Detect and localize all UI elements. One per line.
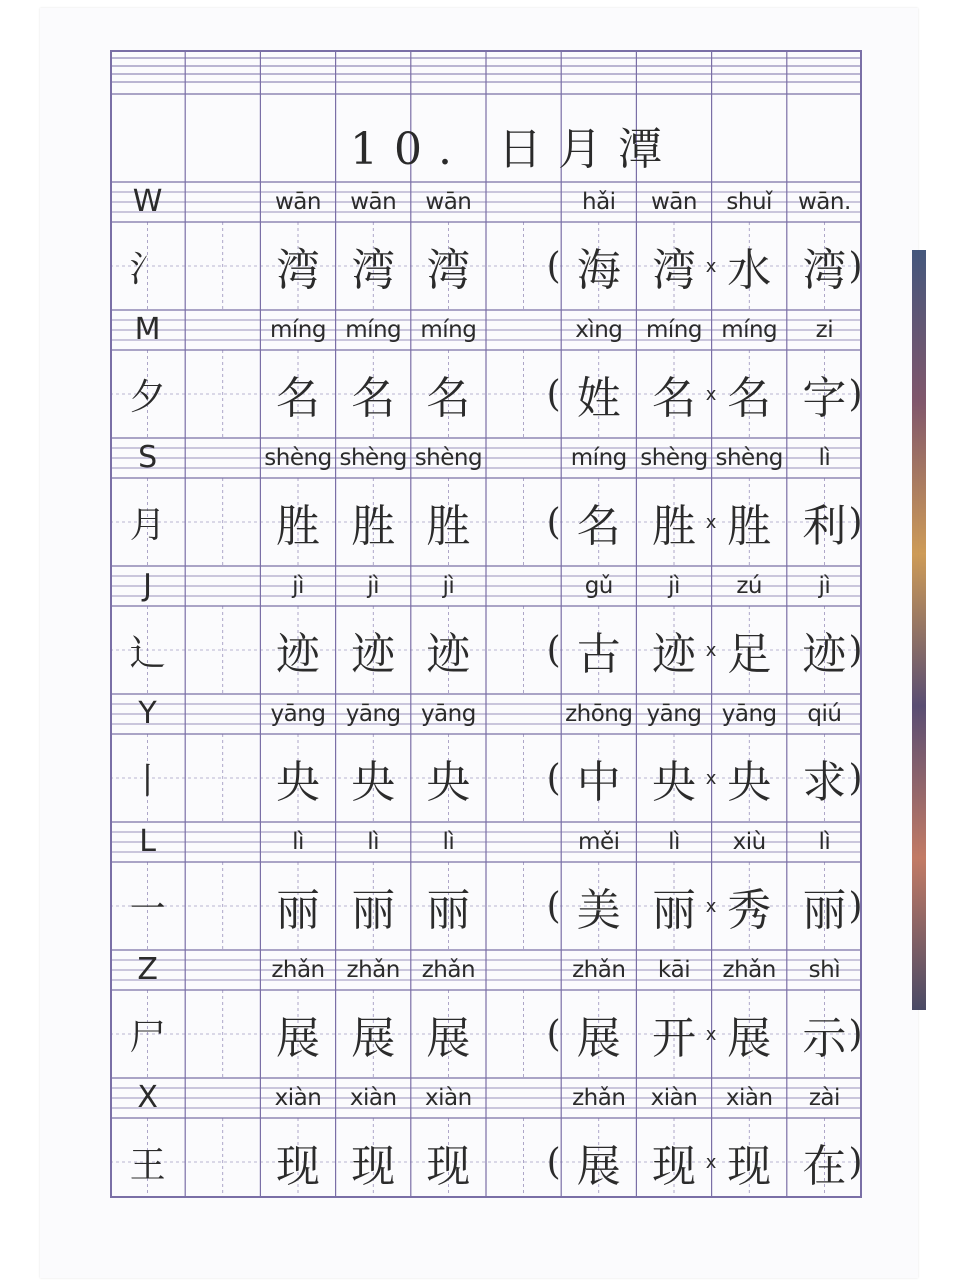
word-pinyin: xiù [732,829,766,855]
index-letter: S [138,439,158,475]
practice-character: 湾 [275,245,320,296]
word-character: 迹 [651,629,696,680]
radical: 辶 [129,632,166,674]
word-character: 示 [802,1013,847,1064]
word-character: 开 [651,1013,696,1064]
word-pinyin: yāng [721,701,777,727]
practice-character: 现 [275,1141,320,1192]
practice-pinyin: shèng [339,445,407,471]
index-letter: Y [138,695,157,731]
practice-pinyin: shèng [414,445,483,471]
close-paren: ) [848,1013,863,1055]
word-character: 字 [802,373,847,424]
open-paren: ( [546,1141,561,1183]
radical: 王 [129,1144,166,1186]
word-pinyin: míng [570,445,627,471]
word-pinyin: míng [721,317,778,343]
word-character: 现 [727,1141,772,1192]
close-paren: ) [848,373,863,415]
word-character: 央 [727,757,772,808]
practice-pinyin: jì [292,573,304,599]
word-character: 美 [576,885,621,936]
word-character: 胜 [651,501,696,552]
word-pinyin: kāi [657,957,691,983]
word-pinyin: xìng [575,317,623,343]
practice-character: 胜 [275,501,320,552]
index-letter: J [143,567,153,603]
word-pinyin: zhǎn [572,957,626,983]
word-character: 湾 [802,245,847,296]
close-paren: ) [848,245,863,287]
word-pinyin: zhōng [565,701,633,727]
practice-character: 央 [351,757,396,808]
practice-pinyin: míng [269,317,326,343]
practice-pinyin: lì [442,829,455,855]
word-pinyin: gǔ [584,573,613,599]
word-pinyin: hǎi [582,189,616,215]
practice-pinyin: lì [367,829,380,855]
index-letter: Z [137,951,158,987]
word-character: 展 [576,1013,621,1064]
word-pinyin: měi [578,829,620,855]
practice-pinyin: yāng [420,701,476,727]
practice-character: 名 [351,373,396,424]
radical: 丨 [129,760,166,802]
practice-character: 现 [426,1141,471,1192]
practice-pinyin: shèng [264,445,332,471]
practice-pinyin: wān [274,189,321,215]
word-separator: x [705,639,717,661]
word-pinyin: yāng [646,701,702,727]
word-pinyin: míng [645,317,702,343]
open-paren: ( [546,245,561,287]
word-pinyin: wān. [797,189,851,215]
word-character: 足 [727,629,772,680]
word-pinyin: zài [808,1085,840,1111]
word-character: 现 [651,1141,696,1192]
word-pinyin: lì [818,445,831,471]
word-character: 在 [802,1141,847,1192]
word-character: 中 [576,757,621,808]
practice-pinyin: yāng [345,701,401,727]
word-character: 展 [727,1013,772,1064]
background-edge [912,250,926,1010]
word-character: 央 [651,757,696,808]
writing-grid [110,50,862,1198]
word-character: 迹 [802,629,847,680]
index-letter: X [137,1079,158,1115]
open-paren: ( [546,373,561,415]
close-paren: ) [848,501,863,543]
index-letter: L [139,823,156,859]
word-pinyin: shèng [640,445,708,471]
practice-pinyin: lì [292,829,304,855]
word-character: 姓 [576,373,621,424]
practice-pinyin: zhǎn [346,957,400,983]
practice-character: 现 [351,1141,396,1192]
word-character: 名 [727,373,772,424]
practice-character: 丽 [351,885,396,936]
word-character: 胜 [727,501,772,552]
close-paren: ) [848,1141,863,1183]
close-paren: ) [848,885,863,927]
open-paren: ( [546,629,561,671]
practice-pinyin: zhǎn [421,957,476,983]
practice-character: 展 [351,1013,396,1064]
word-character: 湾 [651,245,696,296]
open-paren: ( [546,1013,561,1055]
practice-pinyin: jì [367,573,380,599]
practice-pinyin: míng [420,317,477,343]
word-pinyin: lì [818,829,831,855]
practice-character: 胜 [351,501,396,552]
word-separator: x [705,767,717,789]
practice-character: 湾 [426,245,471,296]
word-character: 秀 [727,885,772,936]
radical: 月 [129,504,166,546]
word-pinyin: jì [818,573,831,599]
practice-character: 迹 [351,629,396,680]
lesson-title: 10. 日月潭 [350,124,678,175]
word-pinyin: wān [650,189,697,215]
practice-character: 央 [275,757,320,808]
word-pinyin: lì [668,829,680,855]
radical: 一 [129,888,166,930]
word-separator: x [705,255,717,277]
practice-character: 名 [426,373,471,424]
word-separator: x [705,1151,717,1173]
practice-pinyin: míng [345,317,402,343]
practice-character: 迹 [426,629,471,680]
open-paren: ( [546,501,561,543]
open-paren: ( [546,885,561,927]
practice-rows [110,50,862,1198]
word-separator: x [705,383,717,405]
word-pinyin: shì [808,957,841,983]
radical: 夕 [129,376,166,418]
word-character: 求 [802,757,847,808]
index-letter: M [134,311,161,347]
practice-pinyin: jì [442,573,455,599]
word-pinyin: zú [736,573,763,599]
practice-character: 湾 [351,245,396,296]
word-pinyin: xiàn [650,1085,698,1111]
word-pinyin: shuǐ [726,189,772,215]
practice-character: 迹 [275,629,320,680]
word-pinyin: shèng [715,445,783,471]
practice-character: 央 [426,757,471,808]
word-pinyin: xiàn [725,1085,773,1111]
word-character: 古 [576,629,621,680]
word-pinyin: zhǎn [722,957,776,983]
practice-character: 展 [426,1013,471,1064]
practice-pinyin: wān [425,189,472,215]
word-pinyin: zhǎn [572,1085,626,1111]
practice-pinyin: yāng [270,701,326,727]
word-character: 海 [576,245,621,296]
word-separator: x [705,1023,717,1045]
word-character: 展 [576,1141,621,1192]
practice-pinyin: zhǎn [271,957,325,983]
practice-character: 丽 [275,885,320,936]
word-character: 水 [727,245,772,296]
practice-pinyin: wān [350,189,397,215]
practice-character: 名 [275,373,320,424]
close-paren: ) [848,757,863,799]
word-character: 名 [576,501,621,552]
practice-character: 展 [275,1013,320,1064]
practice-pinyin: xiàn [425,1085,472,1111]
practice-pinyin: xiàn [349,1085,397,1111]
word-character: 利 [802,501,847,552]
word-character: 丽 [651,885,696,936]
word-pinyin: qiú [807,701,842,727]
radical: 尸 [129,1016,166,1058]
word-pinyin: zi [815,317,834,343]
practice-character: 丽 [426,885,471,936]
open-paren: ( [546,757,561,799]
practice-character: 胜 [426,501,471,552]
word-separator: x [705,895,717,917]
close-paren: ) [848,629,863,671]
radical: 氵 [129,248,166,290]
word-pinyin: jì [668,573,680,599]
word-character: 名 [651,373,696,424]
index-letter: W [132,183,163,219]
practice-pinyin: xiàn [274,1085,322,1111]
word-character: 丽 [802,885,847,936]
word-separator: x [705,511,717,533]
